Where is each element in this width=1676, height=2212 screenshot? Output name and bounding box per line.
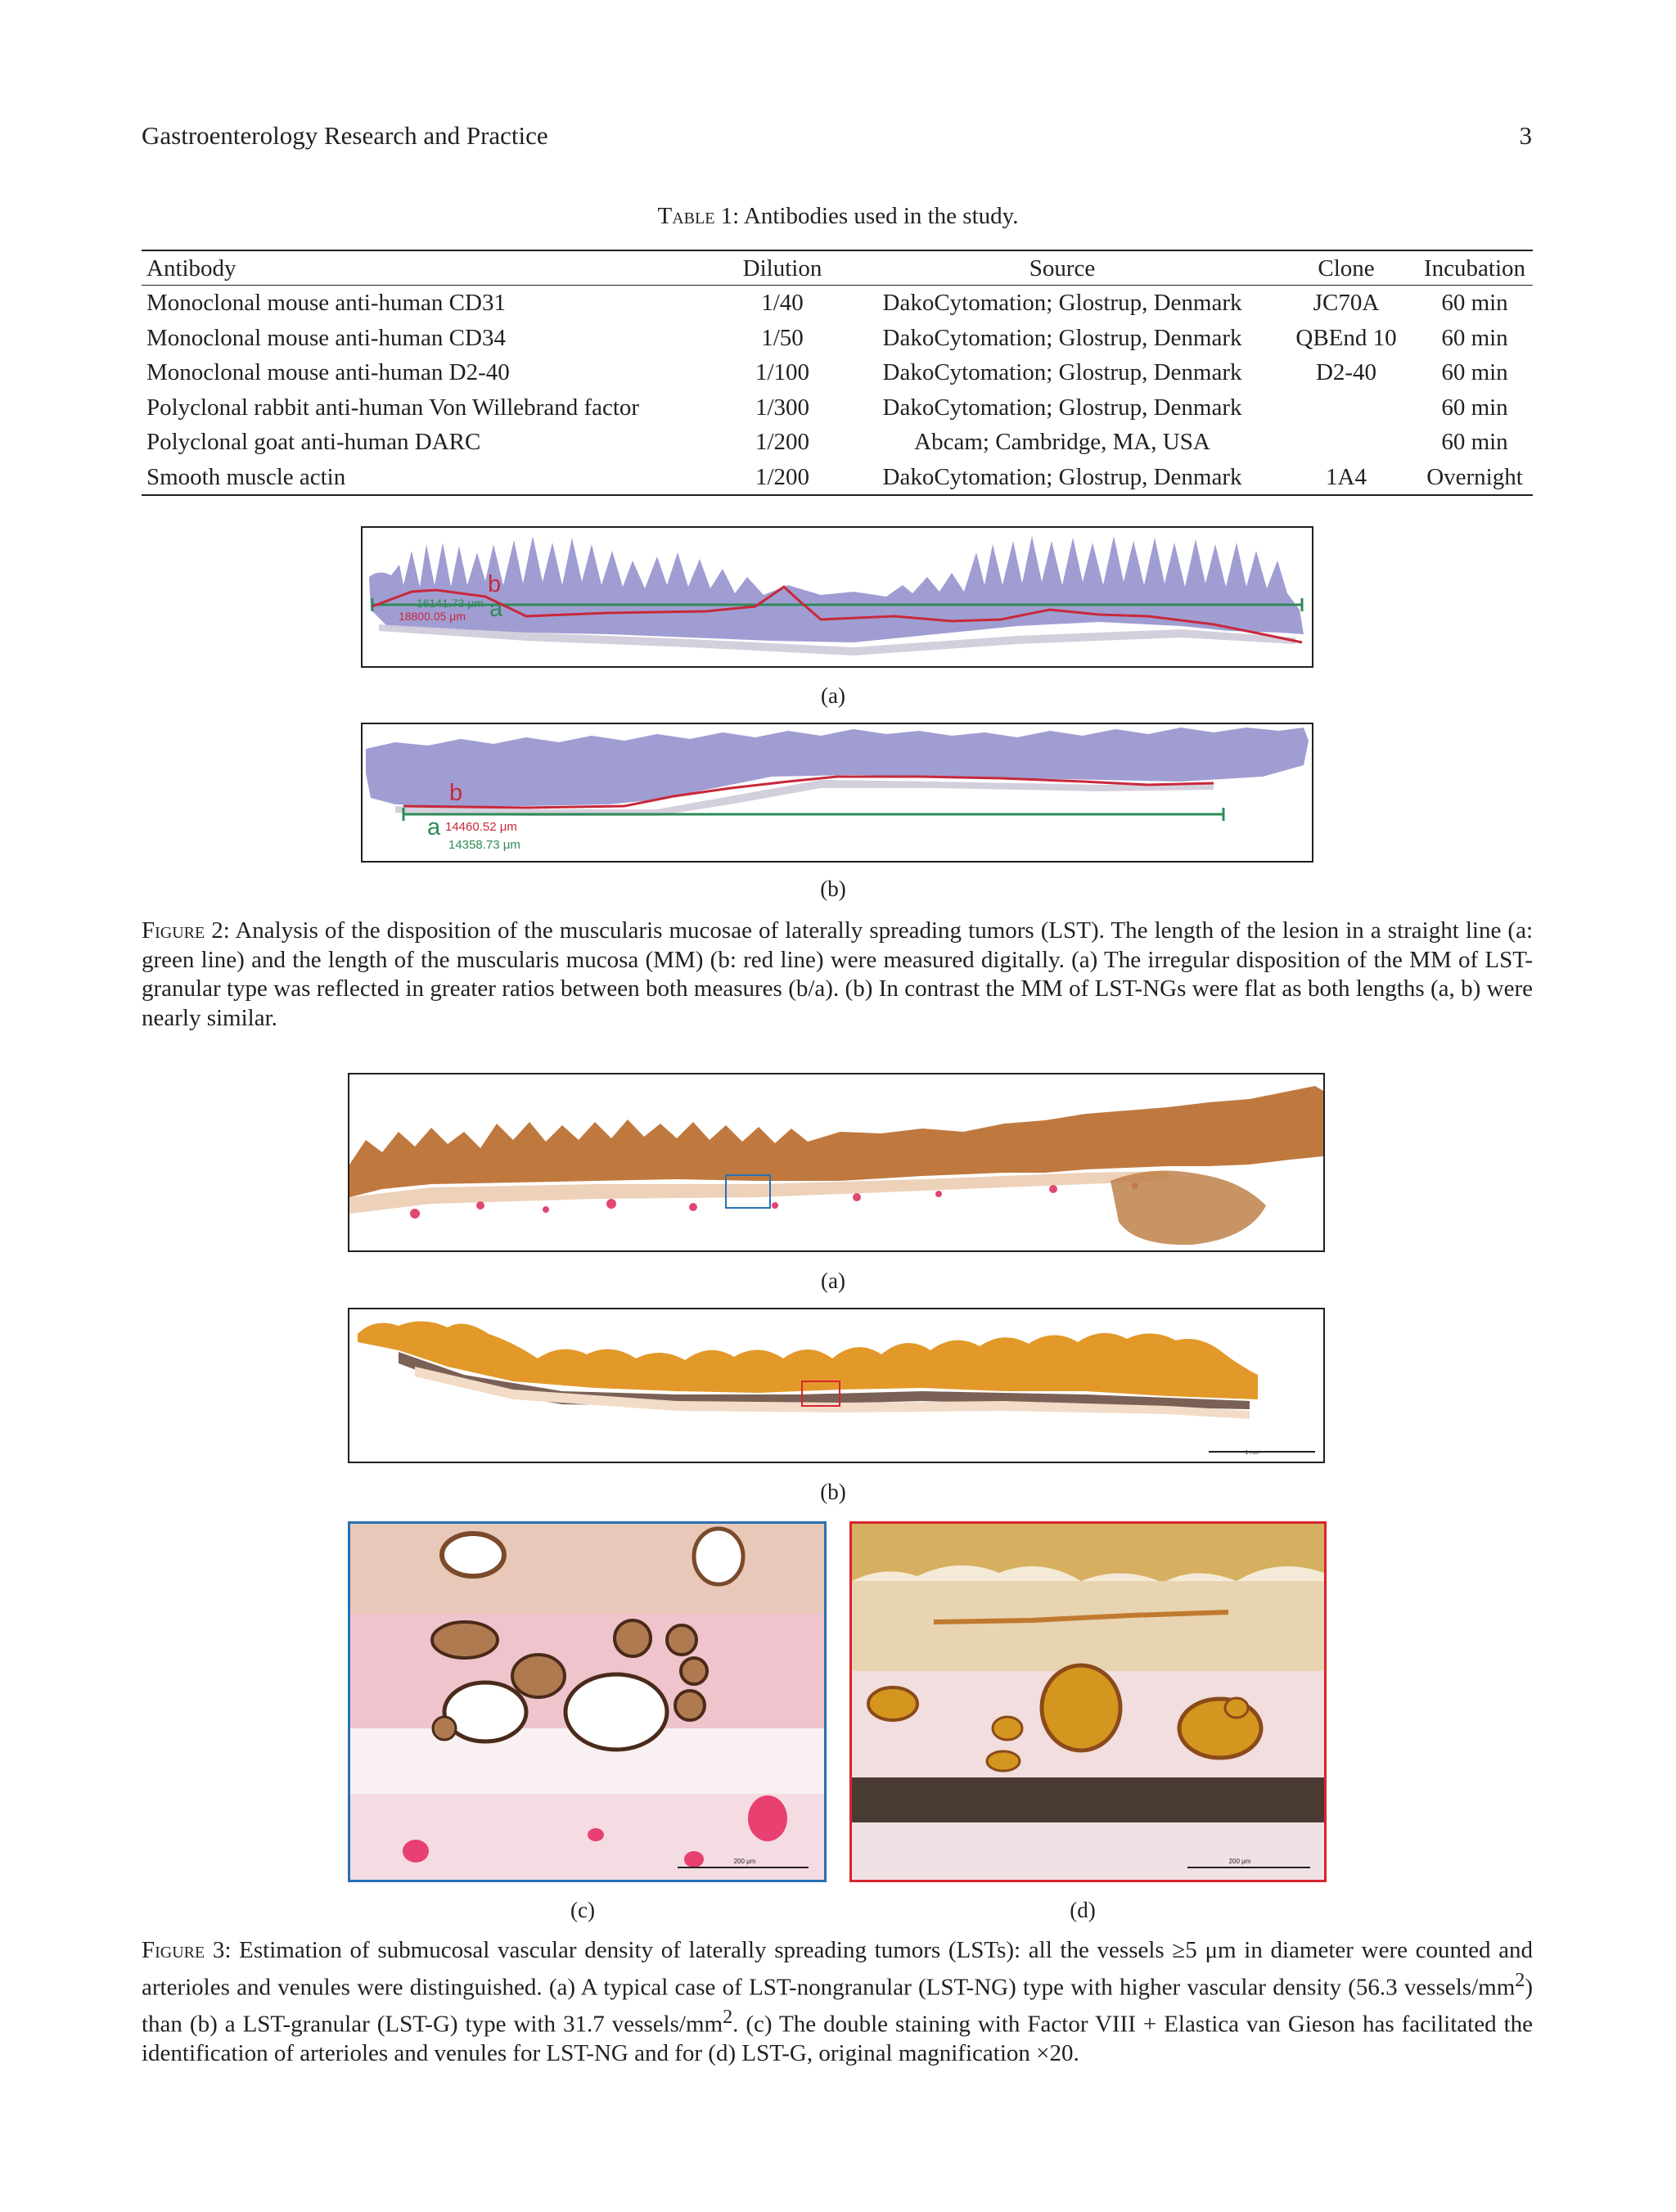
table-caption <box>0 203 1676 230</box>
figure3-panel-a-label: (a) <box>821 1268 845 1293</box>
table-row <box>142 355 1533 390</box>
table-label: Table 1: <box>657 203 740 229</box>
figure2-panel-a <box>361 526 1313 668</box>
line-b-label: b <box>488 571 502 597</box>
table-cell: QBEnd 10 <box>1295 324 1397 351</box>
figure3-panel-d-label: (d) <box>1070 1898 1096 1922</box>
table-cell <box>1276 425 1417 460</box>
table-cell: DakoCytomation; Glostrup, Denmark <box>882 324 1242 351</box>
figure3-caption-text: ) than (b) a LST-granular (LST-G) type with 31.7 vessels/mm <box>142 1974 1533 2038</box>
table-row <box>142 460 1533 496</box>
table-cell: 1/200 <box>755 429 810 455</box>
figure2-caption <box>142 917 1533 1033</box>
figure3-panel-c <box>348 1521 827 1882</box>
figure3-caption-text: . (c) The double staining with Factor VIII + Elastica van Gieson has facilitated the identification of arterioles and venules for LST-NG and for (d) LST-G, original magnification ×20. <box>142 2011 1533 2066</box>
figure3-panel-b <box>348 1308 1325 1463</box>
column-header: Dilution <box>742 255 822 282</box>
figure3-panel-a <box>348 1073 1325 1252</box>
figure2-panel-a-label: (a) <box>821 683 845 708</box>
figure3-caption-text: Estimation of submucosal vascular density of laterally spreading tumors (LSTs): all the vessels ≥5 μm in diameter were counted and arterioles and venules were distinguished. (a) A typical case of LST-nongranular (LST-NG) type with higher vascular density (56.3 vessels/mm <box>142 1937 1534 2001</box>
figure3-panel-b-label: (b) <box>820 1480 846 1504</box>
table-cell: 60 min <box>1441 290 1508 316</box>
table-cell: Polyclonal rabbit anti-human Von Willebrand factor <box>146 394 640 421</box>
column-header: Source <box>1029 255 1096 282</box>
table-cell: 60 min <box>1441 429 1508 455</box>
table-cell: Smooth muscle actin <box>146 463 346 490</box>
table-cell: 1/200 <box>755 463 810 490</box>
evg-micrograph-c-image <box>350 1524 824 1880</box>
superscript: 2 <box>723 2005 733 2028</box>
table-cell: DakoCytomation; Glostrup, Denmark <box>882 359 1242 385</box>
running-head: Gastroenterology Research and Practice <box>142 121 548 150</box>
table-cell: 1/40 <box>761 290 804 316</box>
table-cell: Monoclonal mouse anti-human CD34 <box>146 324 506 351</box>
table-cell: 1/50 <box>761 324 804 351</box>
column-header: Clone <box>1318 255 1375 282</box>
page-number: 3 <box>1519 121 1532 150</box>
table-cell: 60 min <box>1441 394 1508 421</box>
antibody-table <box>142 250 1533 496</box>
green-measurement-label: 14358.73 μm <box>448 838 520 852</box>
figure2-caption-text: Analysis of the disposition of the muscularis mucosae of laterally spreading tumors (LST). The length of the lesion in a straight line (a: green line) and the length of the muscularis mucosa (MM) (b: red line) were measured digitally. (a) The irregular disposition of the MM of LST-granular type was reflected in greater ratios between both measures (b/a). (b) In contrast the MM of LST-NGs were flat as both lengths (a, b) were nearly similar. <box>142 917 1534 1031</box>
table-cell: Polyclonal goat anti-human DARC <box>146 429 481 455</box>
table-cell: DakoCytomation; Glostrup, Denmark <box>882 290 1242 316</box>
figure3-caption <box>142 1936 1533 2068</box>
figure3-panel-c-label: (c) <box>570 1898 595 1922</box>
table-cell: D2-40 <box>1315 359 1377 385</box>
column-header: Incubation <box>1423 255 1525 282</box>
ihc-section-a-image <box>349 1074 1323 1250</box>
table-row <box>142 286 1533 321</box>
line-b-label: b <box>449 780 463 806</box>
red-measurement-label: 14460.52 μm <box>445 820 517 834</box>
he-section-a-image <box>363 528 1312 666</box>
table-caption-text: Antibodies used in the study. <box>743 203 1019 229</box>
table-row <box>142 321 1533 356</box>
scalebar-label: 200 μm <box>1228 1858 1251 1865</box>
table-cell: Monoclonal mouse anti-human CD31 <box>146 290 506 316</box>
table-cell: Monoclonal mouse anti-human D2-40 <box>146 359 510 385</box>
column-header: Antibody <box>146 255 237 282</box>
table-cell <box>1276 390 1417 426</box>
superscript: 2 <box>1515 1968 1525 1991</box>
table-cell: 1/300 <box>755 394 810 421</box>
figure3-caption-label: Figure 3: <box>142 1937 232 1963</box>
figure3-panel-d <box>849 1521 1327 1882</box>
red-measurement-label: 18800.05 μm <box>399 610 466 623</box>
table-cell: Abcam; Cambridge, MA, USA <box>914 429 1210 455</box>
scalebar-label: 1 mm <box>1245 1450 1259 1456</box>
line-a-label: a <box>427 814 441 840</box>
table-cell: Overnight <box>1426 463 1523 490</box>
table-header-row <box>142 250 1533 286</box>
scalebar-label: 200 μm <box>733 1858 756 1865</box>
table-cell: 1A4 <box>1326 463 1367 490</box>
evg-micrograph-d-image <box>852 1524 1324 1880</box>
table-cell: 1/100 <box>755 359 810 385</box>
table-cell: JC70A <box>1313 290 1380 316</box>
table-row <box>142 425 1533 460</box>
ihc-section-b-image <box>349 1309 1323 1462</box>
table-row <box>142 390 1533 426</box>
table-cell: DakoCytomation; Glostrup, Denmark <box>882 463 1242 490</box>
figure2-panel-b-label: (b) <box>820 876 846 901</box>
line-a-label: a <box>489 596 503 622</box>
figure2-caption-label: Figure 2: <box>142 917 230 944</box>
green-measurement-label: 16141.73 μm <box>417 597 484 610</box>
table-cell: 60 min <box>1441 359 1508 385</box>
table-cell: 60 min <box>1441 324 1508 351</box>
table-cell: DakoCytomation; Glostrup, Denmark <box>882 394 1242 421</box>
